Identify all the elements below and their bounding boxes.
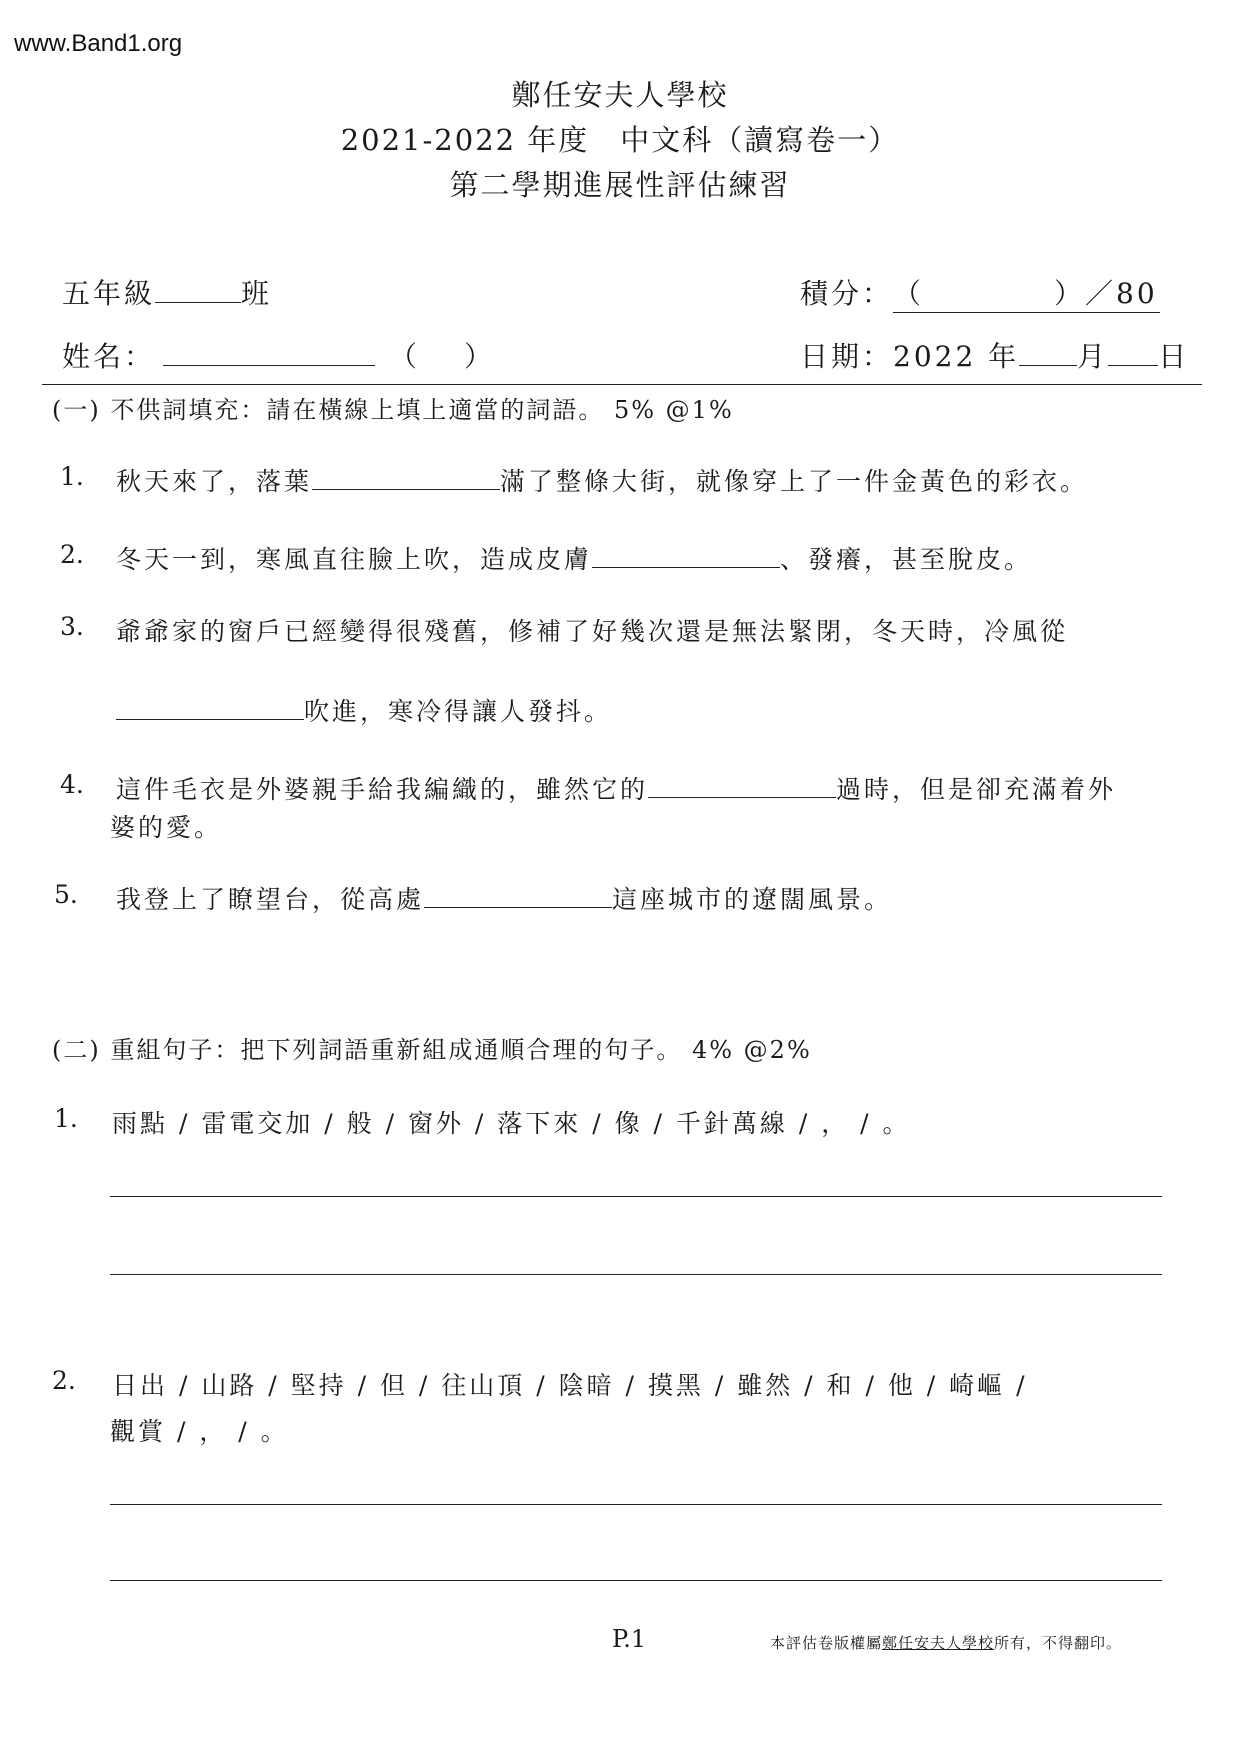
s1-q5-after: 這座城市的遼闊風景。 [612, 885, 893, 914]
section2-title: (二) 重組句子：把下列詞語重新組成通順合理的句子。 4% @2% [52, 1036, 812, 1064]
s1-q3-line2 [116, 692, 612, 728]
page-number: P.1 [612, 1625, 647, 1653]
month-label: 月 [1077, 340, 1109, 373]
copyright-notice [770, 1632, 1122, 1653]
s1-q3-blank[interactable] [116, 696, 304, 720]
s2-q1-number: 1. [54, 1104, 78, 1133]
name-label: 姓名： [62, 340, 156, 373]
s1-q1-after: 滿了整條大街，就像穿上了一件金黃色的彩衣。 [500, 467, 1089, 496]
score-open: （ [893, 277, 925, 310]
date-label: 日期：2022 年 [800, 340, 1020, 373]
s2-q2-words-line2: 觀賞 / ， / 。 [110, 1417, 289, 1446]
s2-q1-answer-line-2[interactable] [110, 1274, 1162, 1275]
s1-q1-blank[interactable] [312, 466, 500, 490]
copyright-pre: 本評估卷版權屬 [770, 1634, 883, 1652]
class-number-open: （ [389, 340, 421, 373]
month-blank[interactable] [1019, 340, 1077, 366]
score-close: ） [1054, 277, 1086, 310]
score-box[interactable] [893, 272, 1160, 313]
s2-q2-number: 2. [52, 1366, 76, 1395]
s2-q1-answer-line-1[interactable] [110, 1196, 1162, 1197]
term-subject: 2021-2022 年度 中文科（讀寫卷一） [340, 123, 900, 157]
s1-q4-number: 4. [60, 770, 84, 799]
class-blank[interactable] [155, 277, 241, 303]
s1-q2-blank[interactable] [592, 544, 780, 568]
s1-q2-after: 、發癢，甚至脫皮。 [780, 545, 1033, 574]
s1-q2-number: 2. [60, 540, 84, 569]
header-divider [42, 384, 1202, 385]
s1-q2-before: 冬天一到，寒風直往臉上吹，造成皮膚 [116, 545, 593, 574]
watermark-url: www.Band1.org [14, 30, 183, 57]
s1-q3-after: 吹進，寒冷得讓人發抖。 [304, 697, 613, 726]
s2-q2-answer-line-2[interactable] [110, 1580, 1162, 1581]
copyright-post: 所有，不得翻印。 [994, 1634, 1123, 1652]
score-total: ／80 [1085, 277, 1158, 310]
s1-q4-line2: 婆的愛。 [110, 813, 223, 842]
section1-title: (一) 不供詞填充：請在橫線上填上適當的詞語。 5% @1% [52, 396, 734, 424]
s2-q1-words: 雨點 / 雷電交加 / 般 / 窗外 / 落下來 / 像 / 千針萬線 / ， / 。 [112, 1109, 911, 1138]
s1-q1 [116, 462, 1088, 498]
score-label: 積分： [800, 277, 894, 310]
name-field [62, 335, 495, 375]
date-field [800, 335, 1189, 375]
s1-q5-blank[interactable] [424, 884, 612, 908]
s2-q2-words-line1: 日出 / 山路 / 堅持 / 但 / 往山頂 / 陰暗 / 摸黑 / 雖然 / 和 / 他 / 崎嶇 / [112, 1371, 1028, 1400]
day-blank[interactable] [1108, 340, 1158, 366]
grade-class-field [62, 272, 272, 312]
class-number-close: ） [464, 340, 496, 373]
s1-q4-blank[interactable] [648, 774, 836, 798]
s1-q5-before: 我登上了瞭望台，從高處 [116, 885, 425, 914]
day-label: 日 [1158, 340, 1190, 373]
s1-q4-after: 過時，但是卻充滿着外 [836, 775, 1117, 804]
score-field [800, 272, 1160, 313]
s1-q1-before: 秋天來了，落葉 [116, 467, 313, 496]
name-blank[interactable] [163, 340, 375, 366]
assessment-title: 第二學期進展性評估練習 [449, 168, 791, 202]
s1-q2 [116, 540, 1032, 576]
copyright-school: 鄭任安夫人學校 [882, 1634, 995, 1652]
s1-q4-before: 這件毛衣是外婆親手給我編織的，雖然它的 [116, 775, 649, 804]
grade-label: 五年級 [62, 277, 156, 310]
s1-q1-number: 1. [60, 462, 84, 491]
s2-q2-answer-line-1[interactable] [110, 1504, 1162, 1505]
s1-q5 [116, 880, 892, 916]
class-suffix: 班 [241, 277, 273, 310]
school-name: 鄭任安夫人學校 [511, 78, 729, 112]
s1-q4-line1 [116, 770, 1116, 806]
s1-q3-line1: 爺爺家的窗戶已經變得很殘舊，修補了好幾次還是無法緊閉，冬天時，冷風從 [116, 617, 1069, 646]
s1-q3-number: 3. [60, 612, 84, 641]
s1-q5-number: 5. [54, 880, 78, 909]
